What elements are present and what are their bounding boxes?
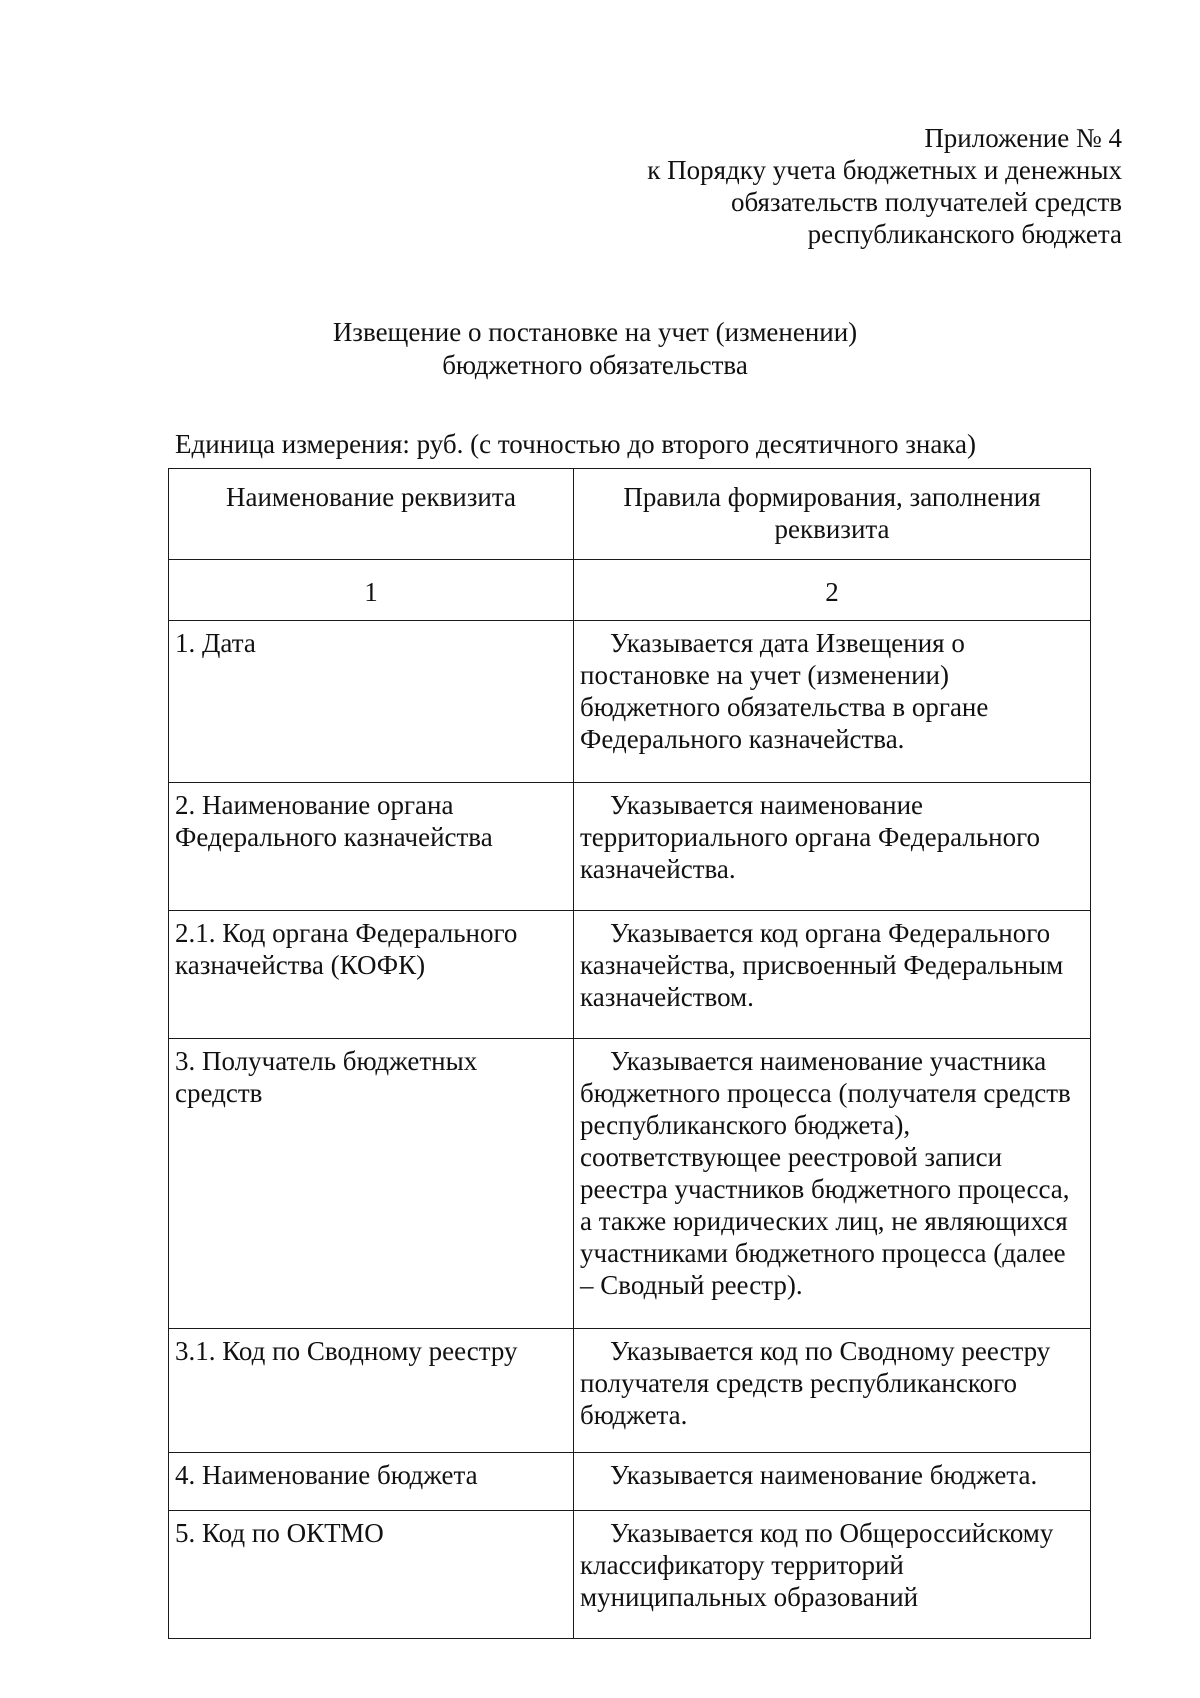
requisite-rule: Указывается код органа Федерального казначейства, присвоенный Федеральным казначейством. [574,911,1091,1039]
requisite-name: 3.1. Код по Сводному реестру [169,1329,574,1453]
table-row [169,1453,1091,1511]
requisite-name: 3. Получатель бюджетных средств [169,1039,574,1329]
appendix-reference [562,122,1122,250]
table-header-row [169,469,1091,560]
requisite-rule: Указывается код по Общероссийскому классификатору территорий муниципальных образований [574,1511,1091,1639]
header-requisite-name: Наименование реквизита [169,469,574,560]
requisite-name: 5. Код по ОКТМО [169,1511,574,1639]
requisite-rule: Указывается наименование бюджета. [574,1453,1091,1511]
appendix-line: Приложение № 4 [924,123,1122,153]
unit-of-measure: Единица измерения: руб. (с точностью до второго десятичного знака) [175,429,976,459]
column-number-row [169,560,1091,621]
title-line: бюджетного обязательства [442,350,748,380]
header-rules: Правила формирования, заполнения реквизита [574,469,1091,560]
appendix-line: обязательств получателей средств [730,187,1122,217]
column-number: 2 [574,560,1091,621]
requisite-rule: Указывается наименование территориального органа Федерального казначейства. [574,783,1091,911]
column-number: 1 [169,560,574,621]
requisite-name: 1. Дата [169,621,574,783]
requisite-rule: Указывается код по Сводному реестру получателя средств республиканского бюджета. [574,1329,1091,1453]
requisite-rule: Указывается наименование участника бюджетного процесса (получателя средств республиканского бюджета), соответствующее реестровой записи реестра участников бюджетного процесса, а также юридических лиц, не являющихся участниками бюджетного процесса (далее – Сводный реестр). [574,1039,1091,1329]
requisites-table [168,468,1091,1639]
table-row [169,783,1091,911]
table-row [169,1329,1091,1453]
appendix-line: к Порядку учета бюджетных и денежных [647,155,1122,185]
requisite-name: 4. Наименование бюджета [169,1453,574,1511]
title-line: Извещение о постановке на учет (изменении) [332,317,858,347]
requisite-name: 2. Наименование органа Федерального казначейства [169,783,574,911]
table-row [169,621,1091,783]
appendix-line: республиканского бюджета [807,219,1122,249]
table-row [169,911,1091,1039]
document-title [0,316,1190,382]
table-row [169,1039,1091,1329]
table-row [169,1511,1091,1639]
requisite-name: 2.1. Код органа Федерального казначейства (КОФК) [169,911,574,1039]
requisite-rule: Указывается дата Извещения о постановке на учет (изменении) бюджетного обязательства в органе Федерального казначейства. [574,621,1091,783]
